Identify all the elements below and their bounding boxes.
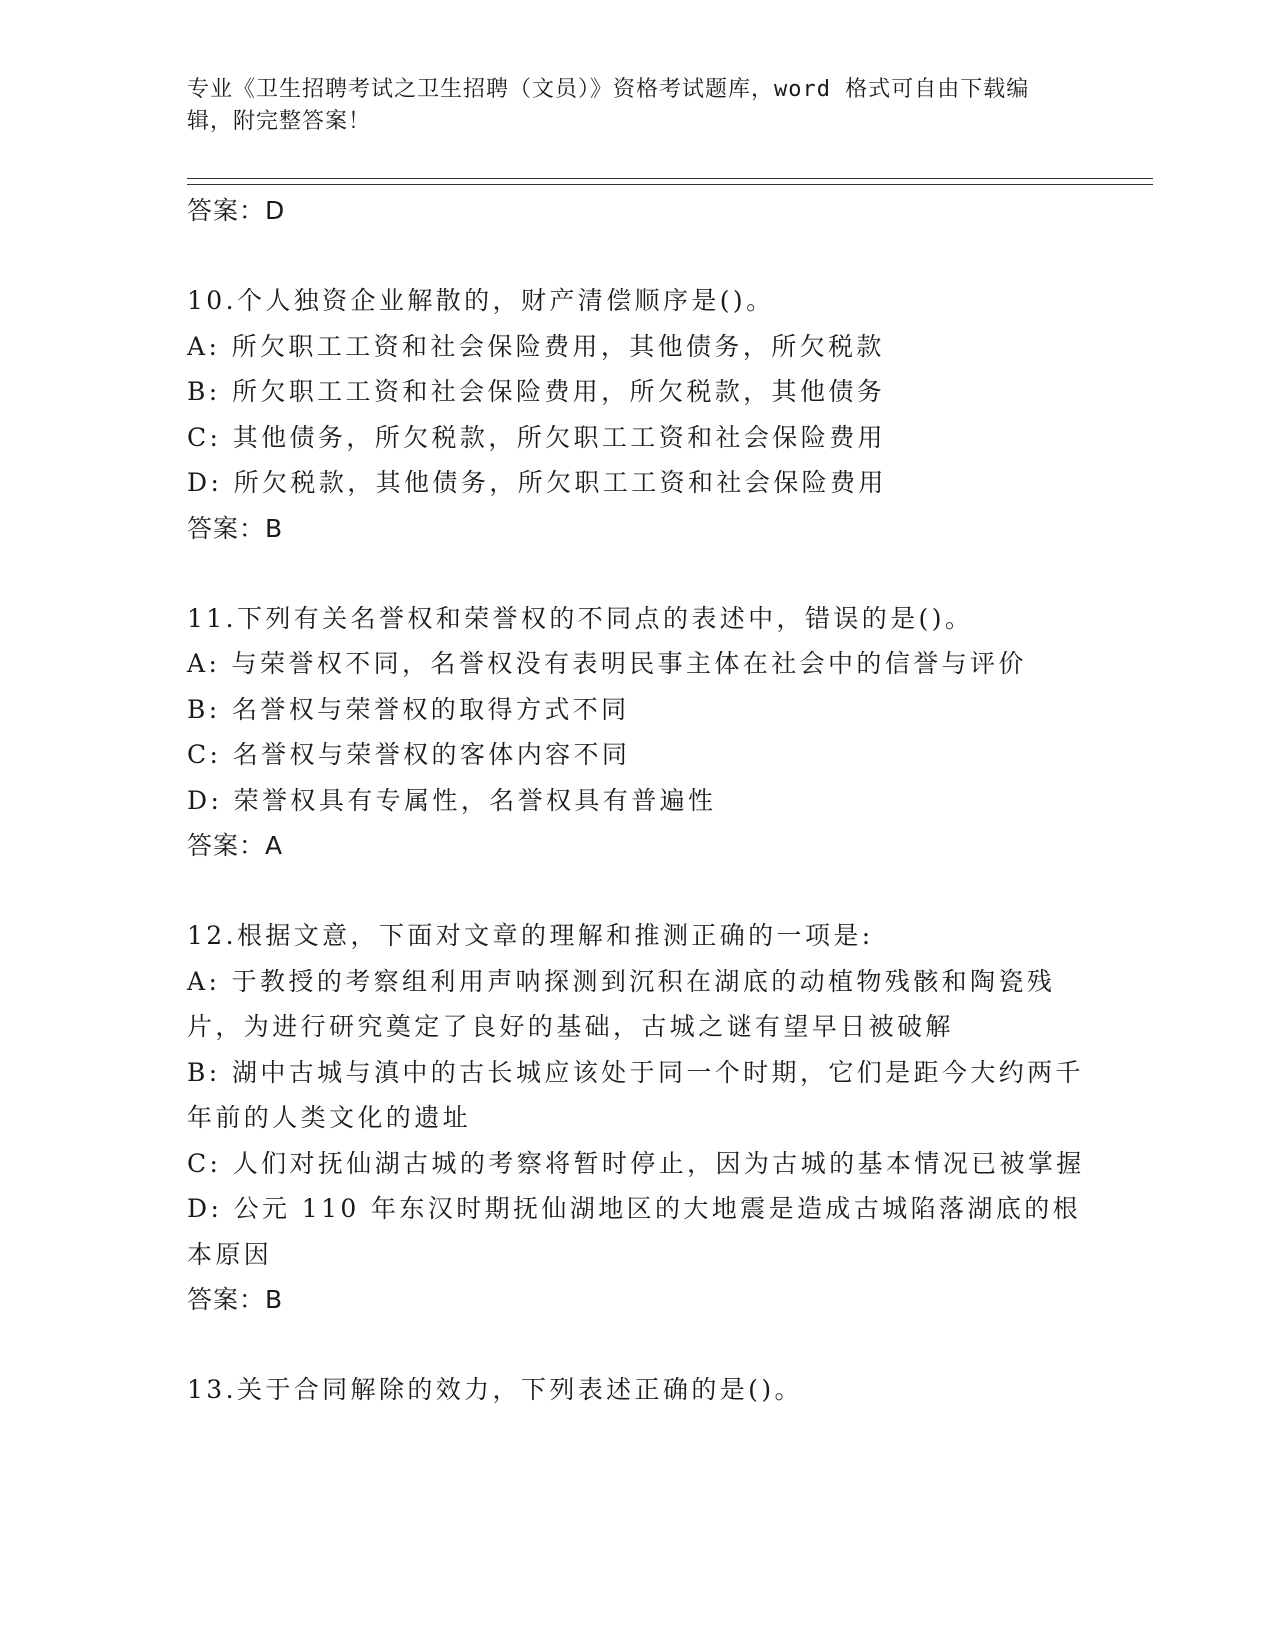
question-stem: 10.个人独资企业解散的，财产清偿顺序是()。 [187, 286, 775, 315]
question-block [187, 278, 1087, 552]
option-b: B: 湖中古城与滇中的古长城应该处于同一个时期，它们是距今大约两千年前的人类文化的遗址 [187, 1057, 1084, 1132]
option-a: A: 所欠职工工资和社会保险费用，其他债务，所欠税款 [187, 331, 885, 361]
question-block [187, 1367, 1087, 1413]
question-stem: 11.下列有关名誉权和荣誉权的不同点的表述中，错误的是()。 [187, 603, 974, 633]
header-divider [187, 178, 1153, 185]
question-block [187, 913, 1087, 1323]
answer-line: 答案：D [187, 196, 286, 225]
option-b: B: 名誉权与荣誉权的取得方式不同 [187, 694, 630, 724]
option-a: A: 与荣誉权不同，名誉权没有表明民事主体在社会中的信誉与评价 [187, 649, 1027, 678]
answer-line: 答案：B [187, 513, 284, 543]
option-a: A: 于教授的考察组利用声呐探测到沉积在湖底的动植物残骸和陶瓷残片，为进行研究奠定了良好的基础，古城之谜有望早日被破解 [187, 966, 1056, 1041]
answer-line: 答案：A [187, 831, 284, 860]
page-header: 专业《卫生招聘考试之卫生招聘（文员）》资格考试题库，word 格式可自由下载编辑，附完整答案！ [187, 77, 1030, 134]
option-c: C: 名誉权与荣誉权的客体内容不同 [187, 740, 631, 769]
option-d: D: 所欠税款，其他债务，所欠职工工资和社会保险费用 [187, 468, 887, 497]
option-b: B: 所欠职工工资和社会保险费用，所欠税款，其他债务 [187, 377, 886, 406]
question-stem: 13.关于合同解除的效力，下列表述正确的是()。 [187, 1375, 803, 1404]
question-block [187, 596, 1087, 870]
question-list [187, 188, 1087, 1413]
option-c: C: 其他债务，所欠税款，所欠职工工资和社会保险费用 [187, 422, 886, 452]
option-d: D: 荣誉权具有专属性，名誉权具有普遍性 [187, 785, 717, 815]
option-d: D: 公元 110 年东汉时期抚仙湖地区的大地震是造成古城陷落湖底的根本原因 [187, 1194, 1082, 1269]
question-stem: 12.根据文意，下面对文章的理解和推测正确的一项是: [187, 921, 874, 950]
option-c: C: 人们对抚仙湖古城的考察将暂时停止，因为古城的基本情况已被掌握 [187, 1148, 1085, 1178]
answer-line: 答案：B [187, 1285, 284, 1314]
